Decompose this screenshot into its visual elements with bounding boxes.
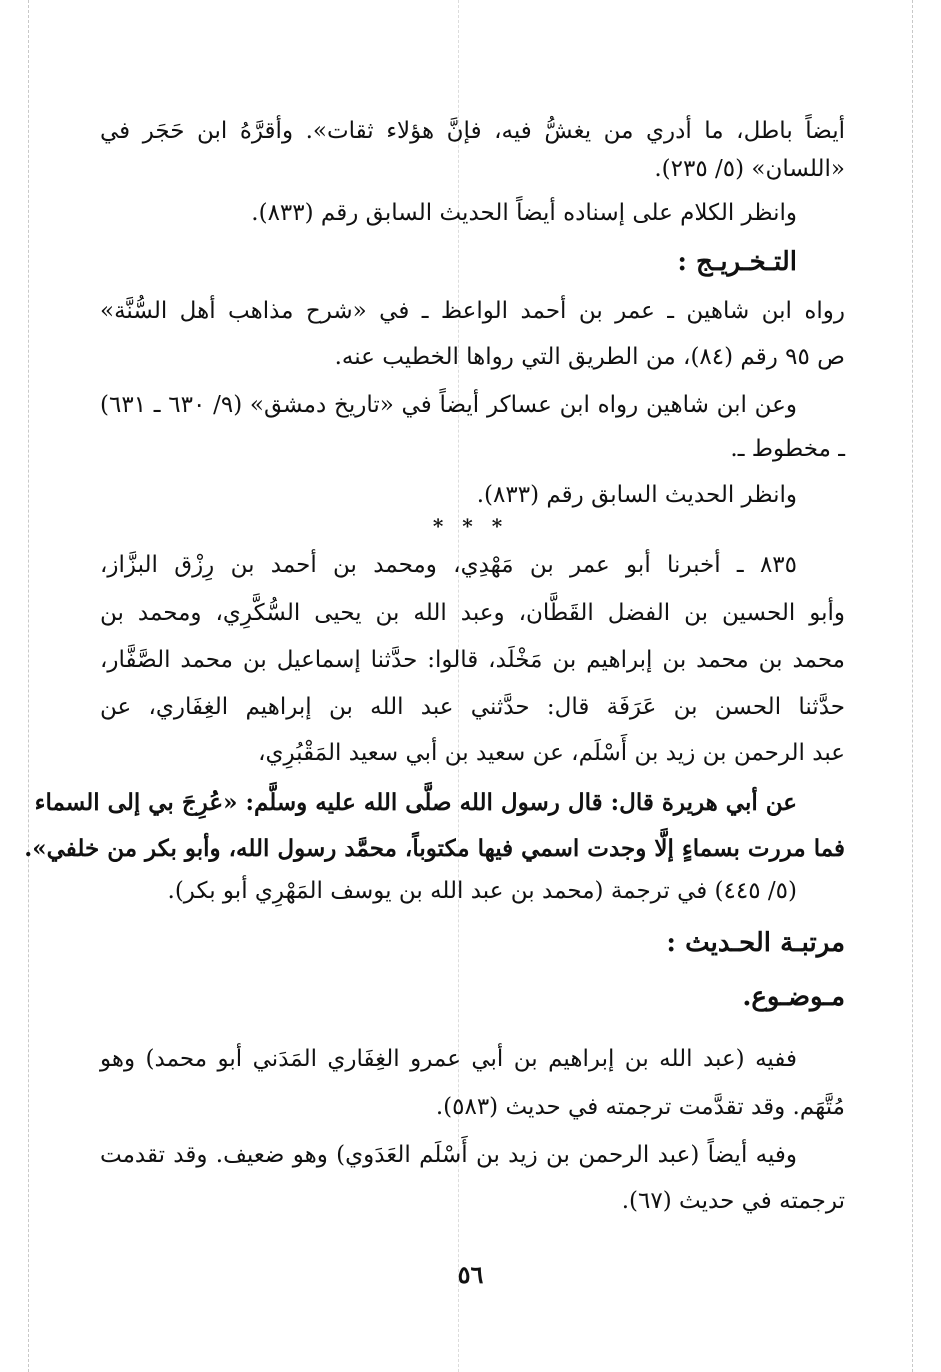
text-line-9: وانظر الحديث السابق رقم (٨٣٣). (476, 482, 797, 508)
hadith-835-line-1: ٨٣٥ ـ أخبرنا أبو عمر بن مَهْدِي، ومحمد بن أحمد بن رِزْق البزَّاز، (100, 552, 797, 578)
section-heading-takhrij: التـخـريـج : (677, 247, 797, 277)
text-line-7: وعن ابن شاهين رواه ابن عساكر أيضاً في «تاريخ دمشق» (٩/ ٦٣٠ ـ ٦٣١) (100, 392, 797, 418)
hadith-835-line-5: عبد الرحمن بن زيد بن أَسْلَم، عن سعيد بن أبي سعيد المَقْبُرِي، (258, 740, 845, 766)
text-line-23: ترجمته في حديث (٦٧). (621, 1188, 845, 1214)
hadith-rank-value: مـوضـوع. (742, 982, 845, 1012)
section-heading-rank: مرتبـة الحـديث : (666, 928, 845, 958)
text-line-2: «اللسان» (٥/ ٢٣٥). (654, 156, 845, 182)
text-line-22: وفيه أيضاً (عبد الرحمن بن زيد بن أَسْلَم العَدَوي) وهو ضعيف. وقد تقدمت (100, 1142, 797, 1168)
text-line-3: وانظر الكلام على إسناده أيضاً الحديث السابق رقم (٨٣٣). (251, 200, 797, 226)
page-number: ٥٦ (457, 1260, 484, 1289)
scan-guide-left (28, 0, 29, 1372)
text-line-20: ففيه (عبد الله بن إبراهيم بن أبي عمرو الغِفَاري المَدَني أبو محمد) وهو (100, 1046, 797, 1072)
section-separator: * * * (432, 514, 509, 538)
hadith-835-matn-line-1: عن أبي هريرة قال: قال رسول الله صلَّى الله عليه وسلَّم: «عُرِجَ بي إلى السماء (34, 789, 797, 816)
hadith-835-source: (٥/ ٤٤٥) في ترجمة (محمد بن عبد الله بن يوسف المَهْرِي أبو بكر). (167, 878, 797, 904)
hadith-835-line-2: وأبو الحسين بن الفضل القَطَّان، وعبد الله بن يحيى السُّكَّرِي، ومحمد بن (100, 600, 845, 626)
text-line-21: مُتَّهَم. وقد تقدَّمت ترجمته في حديث (٥٨٣). (435, 1094, 845, 1120)
text-line-6: ص ٩٥ رقم (٨٤)، من الطريق التي رواها الخطيب عنه. (334, 344, 845, 370)
scan-guide-right (912, 0, 913, 1372)
text-line-1: أيضاً باطل، ما أدري من يغشُّ فيه، فإنَّ هؤلاء ثقات». وأقرَّهُ ابن حَجَر في (100, 118, 845, 144)
hadith-835-matn-line-2: فما مررت بسماءٍ إلَّا وجدت اسمي فيها مكتوباً، محمَّد رسول الله، وأبو بكر من خلفي». (24, 835, 845, 862)
text-line-8: ـ مخطوط ـ. (730, 436, 845, 462)
hadith-835-line-3: محمد بن محمد بن إبراهيم بن مَخْلَد، قالوا: حدَّثنا إسماعيل بن محمد الصَّفَّار، (100, 647, 845, 673)
hadith-835-line-4: حدَّثنا الحسن بن عَرَفَة قال: حدَّثني عبد الله بن إبراهيم الغِفَاري، عن (100, 694, 845, 720)
text-line-5: رواه ابن شاهين ـ عمر بن أحمد الواعظ ـ في «شرح مذاهب أهل السُّنَّة» (100, 298, 845, 324)
